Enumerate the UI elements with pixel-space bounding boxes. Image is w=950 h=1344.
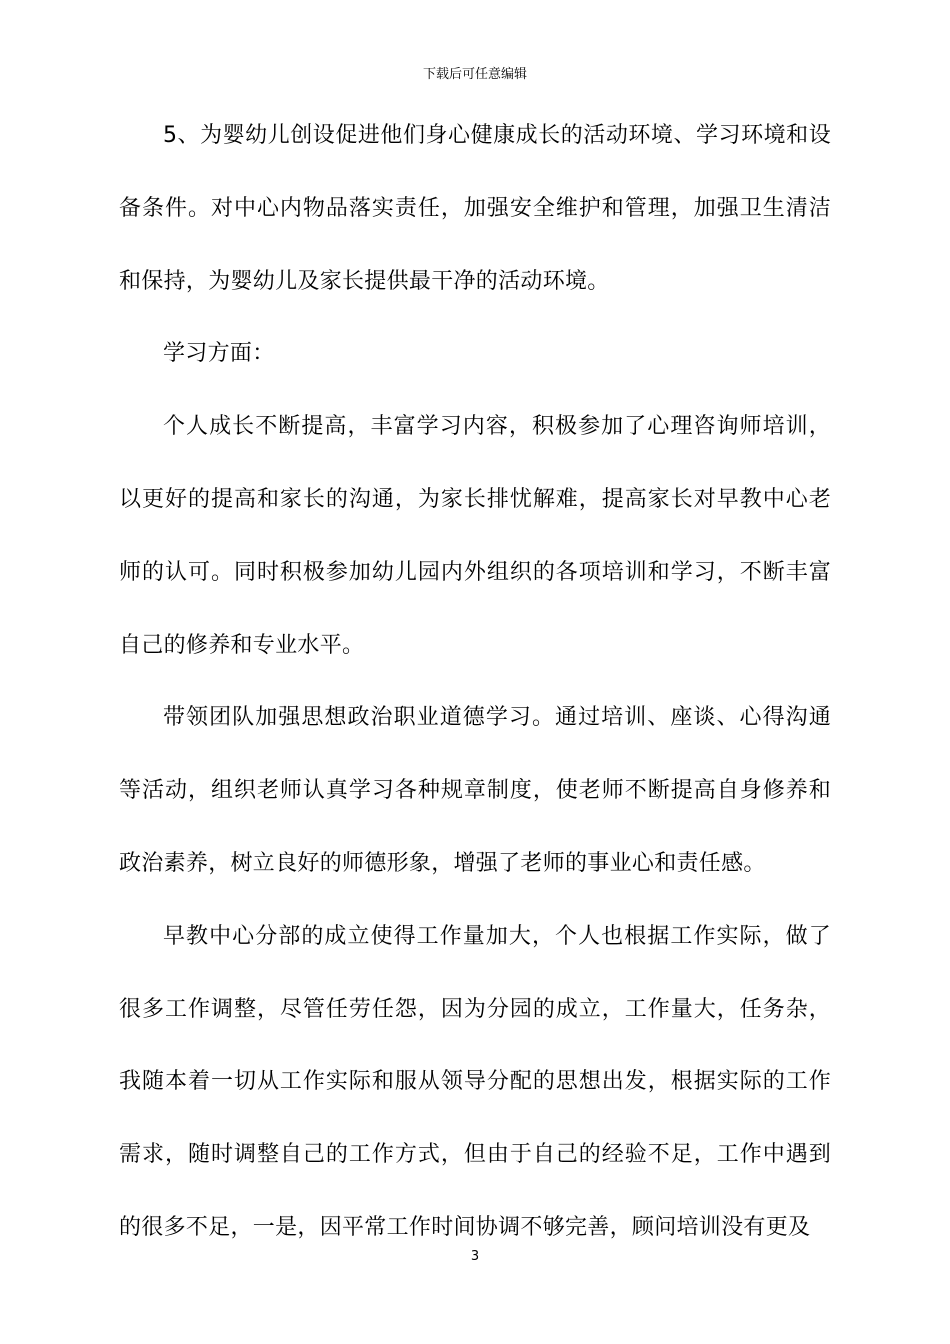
- document-body: [119, 100, 831, 1265]
- paragraph-workload: 早教中心分部的成立使得工作量加大，个人也根据工作实际，做了很多工作调整，尽管任劳任怨，因为分园的成立，工作量大，任务杂，我随本着一切从工作实际和服从领导分配的思想出发，根据实际的工作需求，随时调整自己的工作方式，但由于自己的经验不足，工作中遇到的很多不足，一是，因平常工作时间协调不够完善，顾问培训没有更及: [119, 923, 831, 1240]
- paragraph-team-study: 带领团队加强思想政治职业道德学习。通过培训、座谈、心得沟通等活动，组织老师认真学习各种规章制度，使老师不断提高自身修养和政治素养，树立良好的师德形象，增强了老师的事业心和责任感。: [119, 705, 831, 876]
- paragraph-study-heading: 学习方面：: [163, 341, 275, 367]
- page-number: 3: [470, 1249, 480, 1264]
- paragraph-personal-growth: 个人成长不断提高，丰富学习内容，积极参加了心理咨询师培训，以更好的提高和家长的沟通，为家长排忧解难，提高家长对早教中心老师的认可。同时积极参加幼儿园内外组织的各项培训和学习，不断丰富自己的修养和专业水平。: [119, 414, 831, 658]
- page-header: 下载后可任意编辑: [422, 67, 527, 82]
- paragraph-environment: 5、为婴幼儿创设促进他们身心健康成长的活动环境、学习环境和设备条件。对中心内物品落实责任，加强安全维护和管理，加强卫生清洁和保持，为婴幼儿及家长提供最干净的活动环境。: [119, 123, 831, 294]
